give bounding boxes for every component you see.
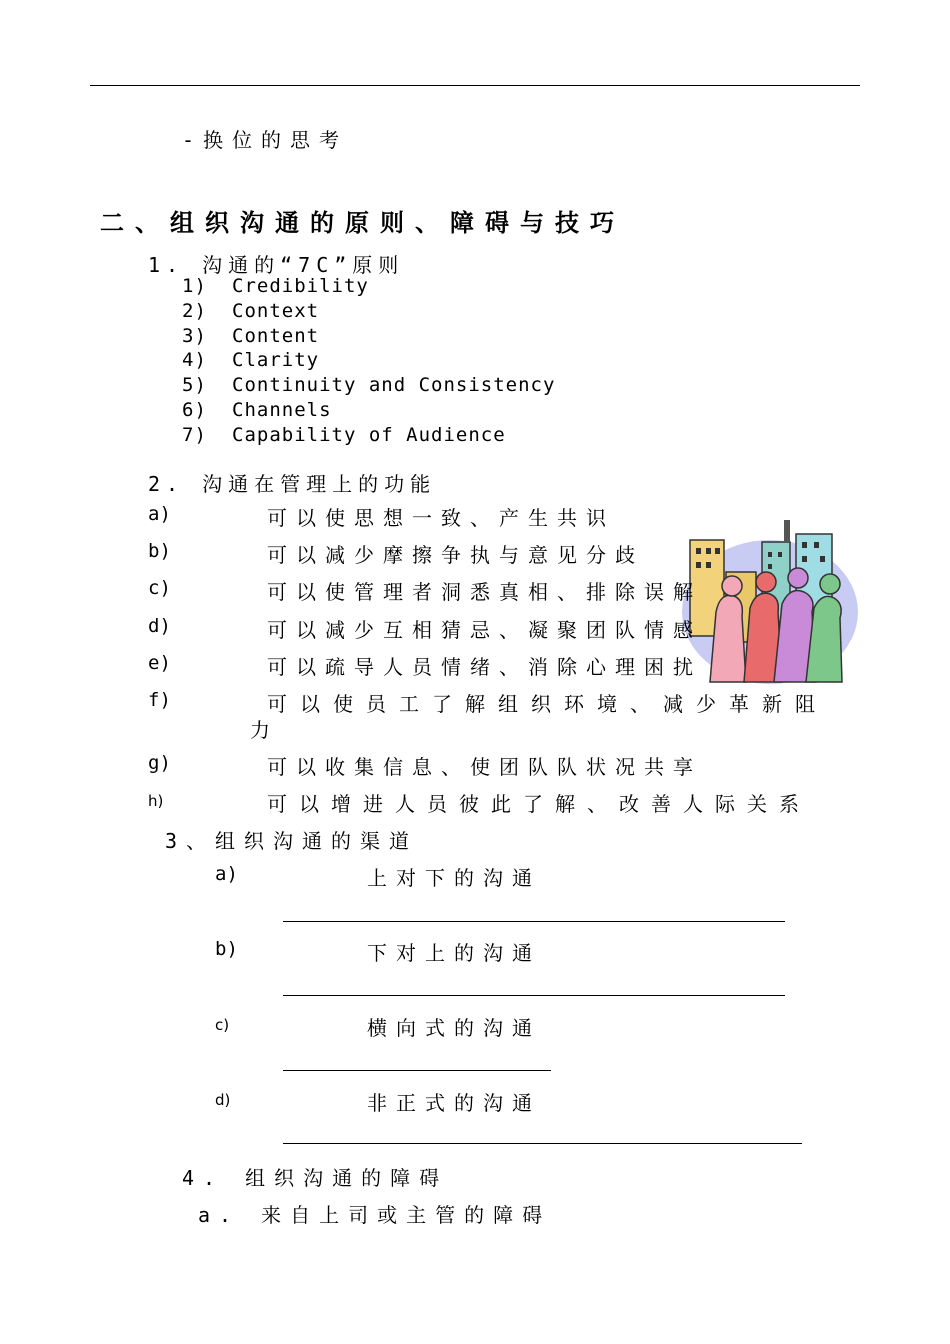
list-item-text: 可以收集信息、使团队队状况共享 (267, 755, 702, 779)
list-item-label: f) (148, 689, 171, 711)
sec2-heading: 2. 沟通在管理上的功能 (148, 472, 437, 496)
list-item-text: Continuity and Consistency (232, 374, 556, 396)
list-item-label: a) (148, 503, 171, 525)
fill-in-line (283, 1143, 802, 1144)
fill-in-line (283, 921, 785, 922)
section-title: 二、组织沟通的原则、障碍与技巧 (100, 209, 625, 237)
sec3-heading: 3、组织沟通的渠道 (165, 829, 419, 853)
list-item-label: e) (148, 652, 171, 674)
list-item-label: c) (148, 577, 171, 599)
list-item-label: a) (215, 863, 238, 885)
list-item-num: 7) (182, 424, 207, 446)
list-item-text: 可以减少摩擦争执与意见分歧 (267, 543, 644, 567)
list-item-num: 1) (182, 275, 207, 297)
header-rule (90, 85, 860, 86)
sec4-sub-a: a. 来自上司或主管的障碍 (198, 1203, 552, 1227)
sec4-heading: 4. 组织沟通的障碍 (182, 1166, 449, 1190)
list-item-text: Clarity (232, 349, 320, 371)
list-item-text: Context (232, 300, 320, 322)
list-item-text: 可以增进人员彼此了解、改善人际关系 (267, 792, 811, 816)
list-item-text: 横向式的沟通 (367, 1016, 541, 1040)
fill-in-line (283, 1070, 551, 1071)
list-item-num: 4) (182, 349, 207, 371)
list-item-text: 可以疏导人员情绪、消除心理困扰 (267, 655, 702, 679)
list-item-text: Channels (232, 399, 332, 421)
list-item-num: 2) (182, 300, 207, 322)
list-item-text-continued: 力 (250, 718, 279, 742)
list-item-num: 6) (182, 399, 207, 421)
list-item-label: d) (215, 1091, 231, 1109)
list-item-text: Capability of Audience (232, 424, 506, 446)
list-item-label: b) (148, 540, 171, 562)
list-item-text: 可以使管理者洞悉真相、排除误解 (267, 580, 702, 604)
list-item-text: Credibility (232, 275, 369, 297)
fill-in-line (283, 995, 785, 996)
list-item-text: 可以减少互相猜忌、凝聚团队情感 (267, 618, 702, 642)
list-item-num: 5) (182, 374, 207, 396)
list-item-text: Content (232, 325, 320, 347)
list-item-text: 可以使思想一致、产生共识 (267, 506, 615, 530)
list-item-text: 可以使员工了解组织环境、减少革新阻 (267, 692, 828, 716)
list-item-label: b) (215, 938, 238, 960)
list-item-text: 上对下的沟通 (367, 866, 541, 890)
list-item-label: c) (215, 1016, 230, 1034)
list-item-text: 非正式的沟通 (367, 1091, 541, 1115)
list-item-num: 3) (182, 325, 207, 347)
list-item-label: d) (148, 615, 171, 637)
prev-item-text: -换位的思考 (182, 128, 349, 152)
list-item-label: g) (148, 752, 171, 774)
list-item-label: h) (148, 792, 164, 810)
sec1-heading: 1. 沟通的“7C”原则 (148, 253, 405, 277)
list-item-text: 下对上的沟通 (367, 941, 541, 965)
